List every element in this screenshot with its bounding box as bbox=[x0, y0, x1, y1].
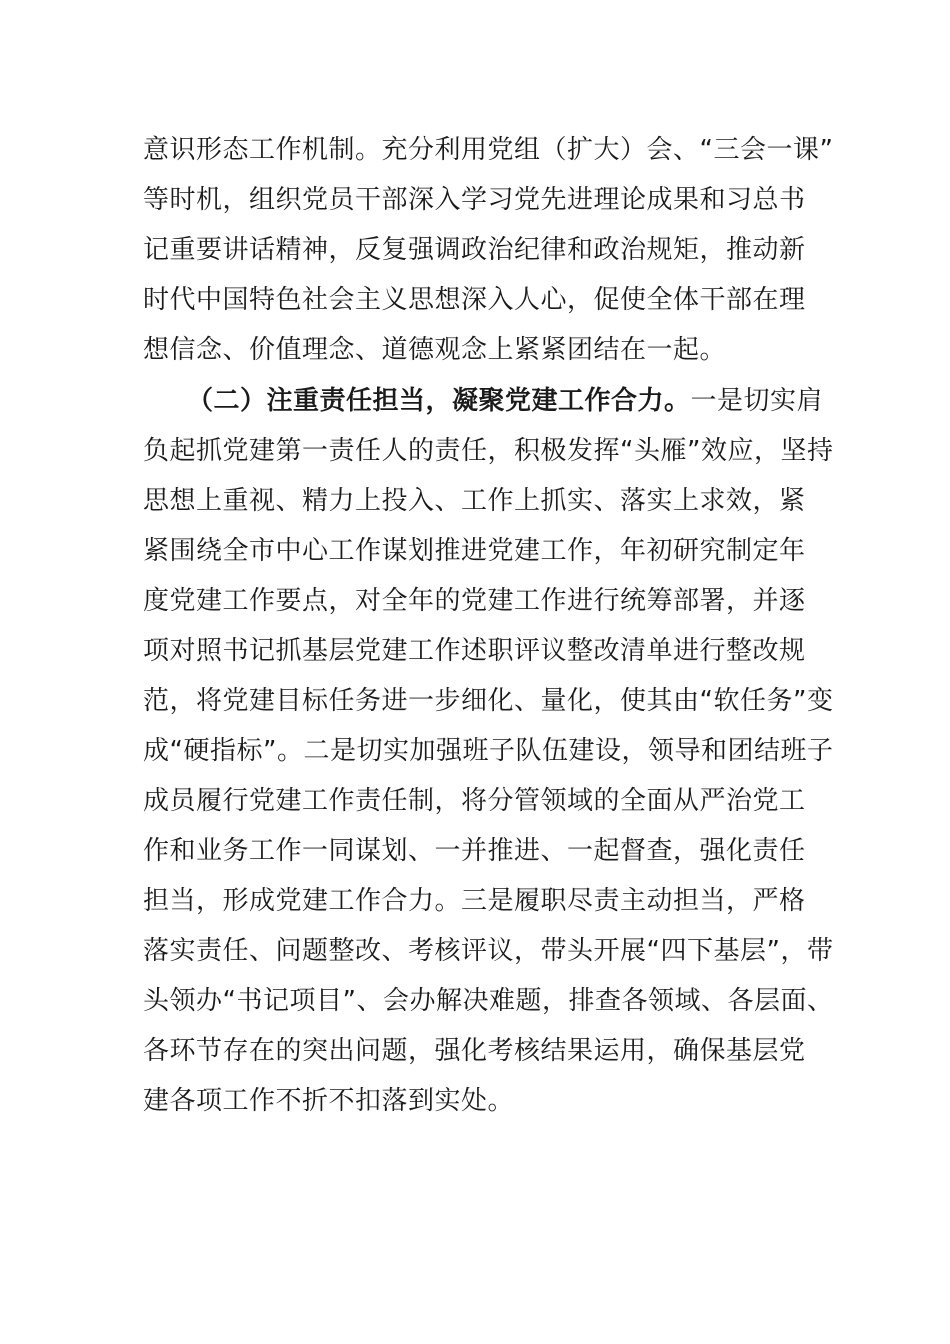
paragraph-line: 各环节存在的突出问题，强化考核结果运用，确保基层党 bbox=[143, 1036, 806, 1066]
paragraph-line: 时代中国特色社会主义思想深入人心，促使全体干部在理 bbox=[143, 285, 806, 315]
paragraph-line: 思想上重视、精力上投入、工作上抓实、落实上求效，紧 bbox=[143, 486, 806, 516]
section-first-line bbox=[187, 376, 823, 426]
paragraph-line: 成“硬指标”。二是切实加强班子队伍建设，领导和团结班子 bbox=[143, 736, 834, 766]
paragraph-line: 度党建工作要点，对全年的党建工作进行统筹部署，并逐 bbox=[143, 586, 806, 616]
paragraph-line: 紧围绕全市中心工作谋划推进党建工作，年初研究制定年 bbox=[143, 536, 806, 566]
paragraph-line: 范，将党建目标任务进一步细化、量化，使其由“软任务”变 bbox=[143, 686, 834, 716]
paragraph-line: 负起抓党建第一责任人的责任，积极发挥“头雁”效应，坚持 bbox=[143, 436, 834, 466]
paragraph-line: 成员履行党建工作责任制，将分管领域的全面从严治党工 bbox=[143, 786, 806, 816]
section-first-line-text: 一是切实肩 bbox=[690, 386, 824, 416]
paragraph-line: 作和业务工作一同谋划、一并推进、一起督查，强化责任 bbox=[143, 836, 806, 866]
paragraph-line: 意识形态工作机制。充分利用党组（扩大）会、“三会一课” bbox=[143, 135, 834, 165]
section-heading: （二）注重责任担当，凝聚党建工作合力。 bbox=[187, 386, 691, 416]
paragraph-line: 落实责任、问题整改、考核评议，带头开展“四下基层”，带 bbox=[143, 936, 834, 966]
paragraph-line: 头领办“书记项目”、会办解决难题，排查各领域、各层面、 bbox=[143, 986, 834, 1016]
paragraph-line: 项对照书记抓基层党建工作述职评议整改清单进行整改规 bbox=[143, 636, 806, 666]
paragraph-line: 记重要讲话精神，反复强调政治纪律和政治规矩，推动新 bbox=[143, 235, 806, 265]
paragraph-line: 担当，形成党建工作合力。三是履职尽责主动担当，严格 bbox=[143, 886, 806, 916]
paragraph-line: 建各项工作不折不扣落到实处。 bbox=[143, 1086, 515, 1116]
paragraph-line: 想信念、价值理念、道德观念上紧紧团结在一起。 bbox=[143, 335, 727, 365]
paragraph-line: 等时机，组织党员干部深入学习党先进理论成果和习总书 bbox=[143, 185, 806, 215]
